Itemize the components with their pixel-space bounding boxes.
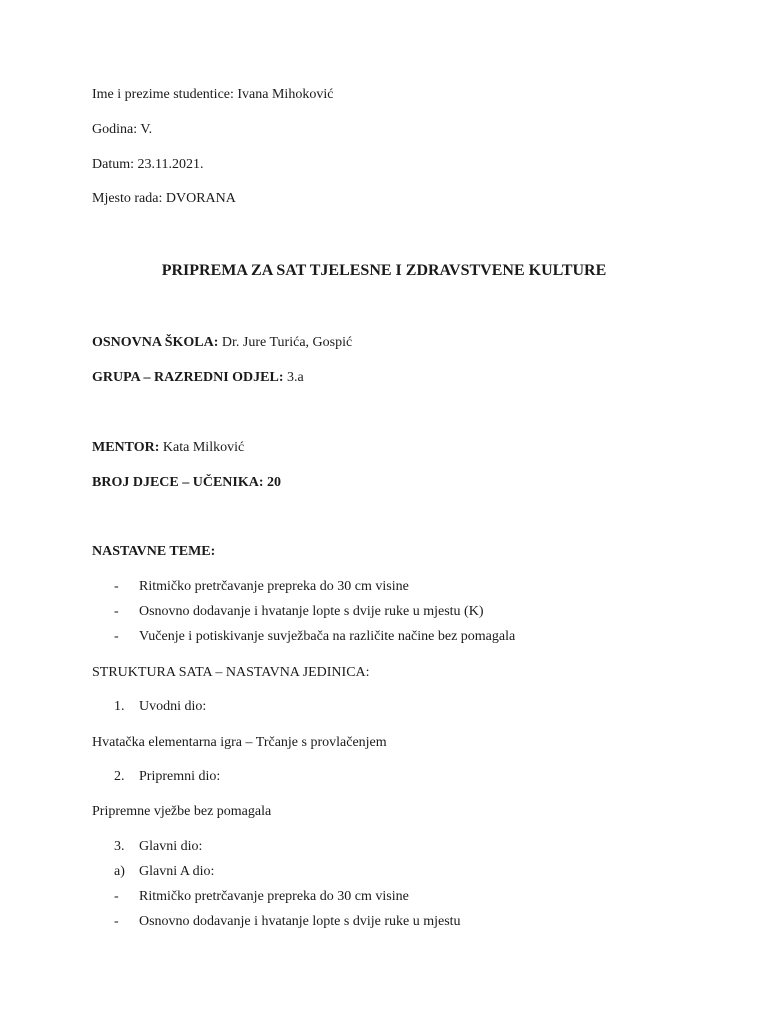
topic-item: Ritmičko pretrčavanje prepreka do 30 cm visine [139,579,409,594]
mentor-line [92,439,244,457]
pupils-value: 20 [267,475,282,490]
main-number: 3. [114,839,125,854]
main-item: Ritmičko pretrčavanje prepreka do 30 cm visine [139,889,409,904]
year-line [92,121,152,139]
topic-item: Osnovno dodavanje i hvatanje lopte s dvije ruke u mjestu (K) [139,604,484,619]
main-item: Osnovno dodavanje i hvatanje lopte s dvije ruke u mjestu [139,914,461,929]
topic-item: Vučenje i potiskivanje suvježbača na različite načine bez pomagala [139,629,516,644]
mentor-label: MENTOR: [92,440,160,455]
intro-number: 1. [114,699,125,714]
year-value: V. [140,122,153,137]
school-value: Dr. Jure Turića, Gospić [221,335,353,350]
main-a-letter: a) [114,864,125,879]
date-line [92,156,203,174]
student-label: Ime i prezime studentice: [92,87,234,102]
intro-label: Uvodni dio: [139,699,207,714]
topic-bullet: - [114,629,119,644]
topics-heading: NASTAVNE TEME: [92,544,216,559]
school-label: OSNOVNA ŠKOLA: [92,335,219,350]
student-value: Ivana Mihoković [237,87,334,102]
pupils-label: BROJ DJECE – UČENIKA: [92,475,264,490]
prep-label: Pripremni dio: [139,769,221,784]
place-label: Mjesto rada: [92,191,163,206]
main-item-bullet: - [114,914,119,929]
place-line [92,190,236,208]
school-line [92,334,352,352]
topic-bullet: - [114,579,119,594]
pupils-line [92,474,281,492]
intro-content: Hvatačka elementarna igra – Trčanje s provlačenjem [92,735,387,750]
prep-number: 2. [114,769,125,784]
main-a-label: Glavni A dio: [139,864,215,879]
year-label: Godina: [92,122,138,137]
date-label: Datum: [92,157,134,172]
group-label: GRUPA – RAZREDNI ODJEL: [92,370,284,385]
topic-bullet: - [114,604,119,619]
date-value: 23.11.2021. [137,157,204,172]
structure-heading: STRUKTURA SATA – NASTAVNA JEDINICA: [92,665,370,680]
document-title: PRIPREMA ZA SAT TJELESNE I ZDRAVSTVENE KULTURE [161,262,607,279]
mentor-value: Kata Milković [162,440,245,455]
student-name-line [92,86,333,104]
prep-content: Pripremne vježbe bez pomagala [92,804,272,819]
group-line [92,369,304,387]
main-label: Glavni dio: [139,839,203,854]
group-value: 3.a [286,370,304,385]
place-value: DVORANA [165,191,236,206]
main-item-bullet: - [114,889,119,904]
